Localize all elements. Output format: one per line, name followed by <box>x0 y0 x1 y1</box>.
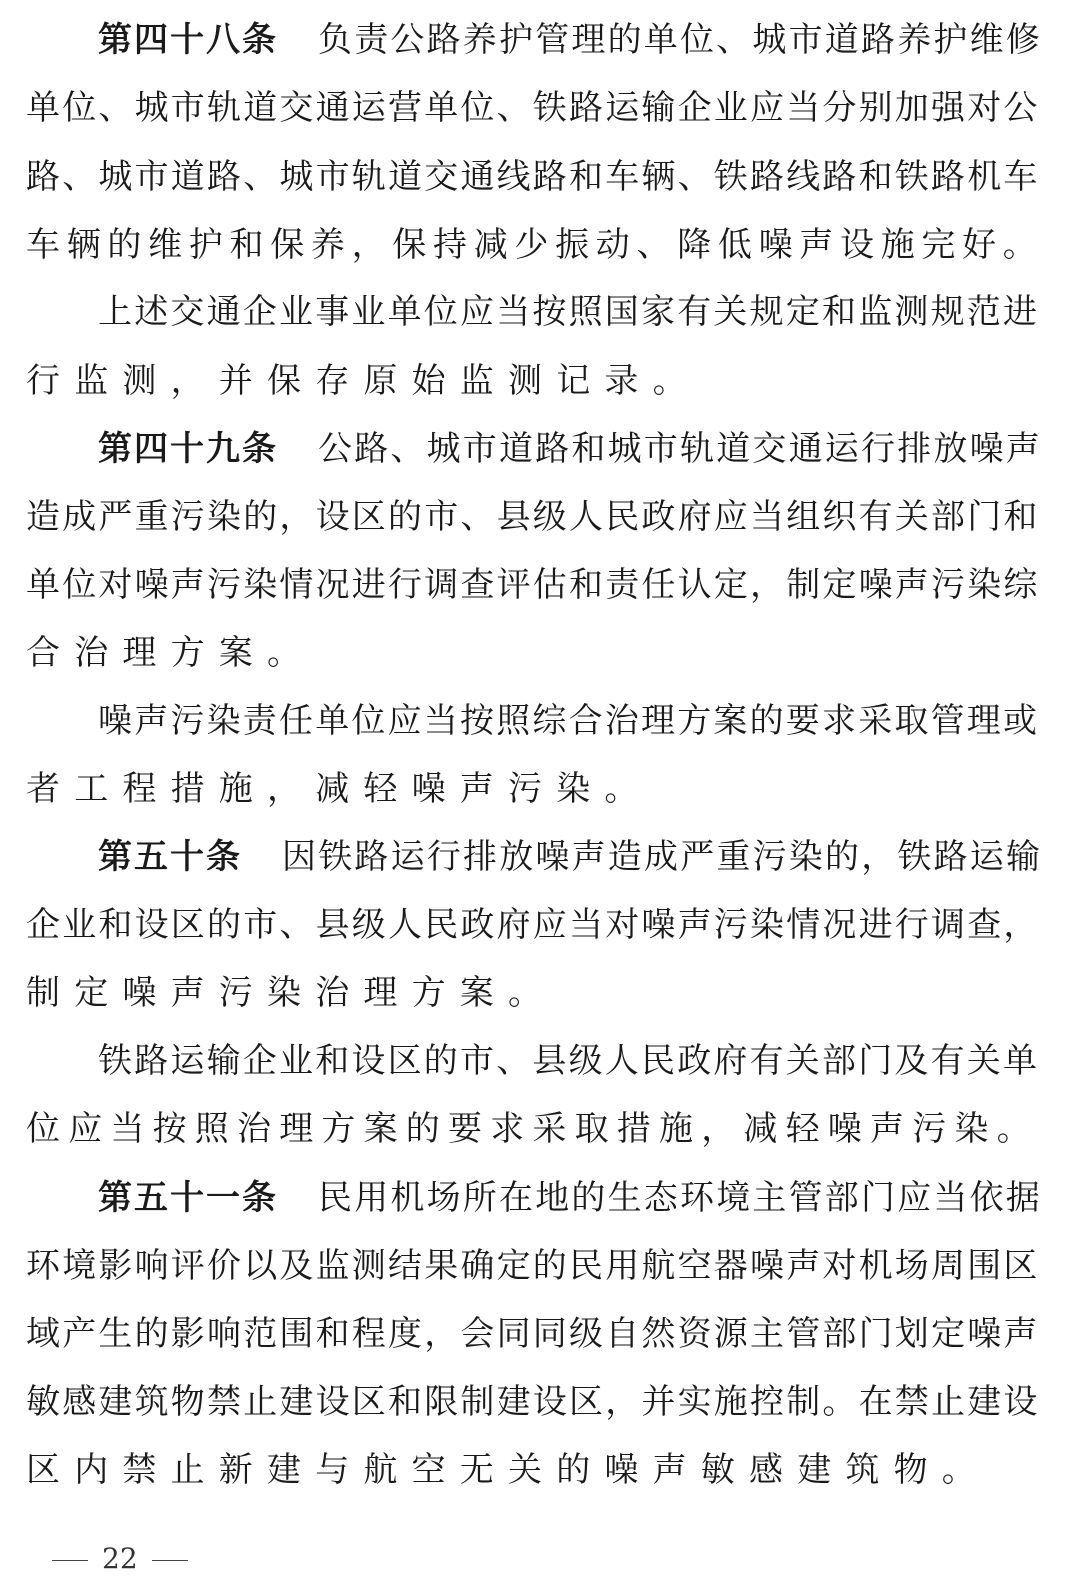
article-48-para-2-line-1: 上述交通企业事业单位应当按照国家有关规定和监测规范进 <box>98 292 1040 332</box>
article-49-line-2: 造成严重污染的，设区的市、县级人民政府应当组织有关部门和 <box>26 497 1040 537</box>
article-51-line-4: 敏感建筑物禁止建设区和限制建设区，并实施控制。在禁止建设 <box>26 1382 1040 1422</box>
article-51-line-2: 环境影响评价以及监测结果确定的民用航空器噪声对机场周围区 <box>26 1246 1040 1286</box>
article-48-label: 第四十八条 <box>98 20 278 60</box>
article-48-line-3: 路、城市道路、城市轨道交通线路和车辆、铁路线路和铁路机车 <box>26 157 1040 197</box>
article-50-label: 第五十条 <box>98 837 242 877</box>
article-50-para-2-line-2: 位应当按照治理方案的要求采取措施，减轻噪声污染。 <box>26 1109 1039 1149</box>
article-49-line-1 <box>26 429 1046 469</box>
article-50-text-1: 因铁路运行排放噪声造成严重污染的，铁路运输 <box>282 837 1043 877</box>
article-48-text-1: 负责公路养护管理的单位、城市道路养护维修 <box>318 20 1042 60</box>
article-50-para-2-line-1: 铁路运输企业和设区的市、县级人民政府有关部门及有关单 <box>98 1041 1040 1081</box>
footer-dash-right <box>152 1560 188 1561</box>
article-49-para-2-line-2: 者工程措施，减轻噪声污染。 <box>26 769 653 809</box>
article-48-line-4: 车辆的维护和保养，保持减少振动、降低噪声设施完好。 <box>26 225 1044 265</box>
article-49-line-4: 合治理方案。 <box>26 633 316 673</box>
page-number: 22 <box>102 1542 138 1575</box>
article-50-line-3: 制定噪声污染治理方案。 <box>26 973 557 1013</box>
article-49-para-2-line-1: 噪声污染责任单位应当按照综合治理方案的要求采取管理或 <box>98 701 1040 741</box>
article-51-line-3: 域产生的影响范围和程度，会同同级自然资源主管部门划定噪声 <box>26 1314 1040 1354</box>
article-48-line-2: 单位、城市轨道交通运营单位、铁路运输企业应当分别加强对公 <box>26 88 1040 128</box>
footer-dash-left <box>52 1560 88 1561</box>
article-49-label: 第四十九条 <box>98 429 278 469</box>
article-51-line-1 <box>26 1178 1046 1218</box>
article-49-text-1: 公路、城市道路和城市轨道交通运行排放噪声 <box>318 429 1042 469</box>
article-50-line-1 <box>26 837 1046 877</box>
article-51-label: 第五十一条 <box>98 1178 278 1218</box>
article-48-para-2-line-2: 行监测，并保存原始监测记录。 <box>26 361 701 401</box>
article-51-line-5: 区内禁止新建与航空无关的噪声敏感建筑物。 <box>26 1450 990 1490</box>
article-51-text-1: 民用机场所在地的生态环境主管部门应当依据 <box>318 1178 1042 1218</box>
article-50-line-2: 企业和设区的市、县级人民政府应当对噪声污染情况进行调查， <box>26 905 1040 945</box>
article-48-line-1 <box>26 20 1046 60</box>
page-footer <box>38 1543 202 1575</box>
article-49-line-3: 单位对噪声污染情况进行调查评估和责任认定，制定噪声污染综 <box>26 565 1040 605</box>
